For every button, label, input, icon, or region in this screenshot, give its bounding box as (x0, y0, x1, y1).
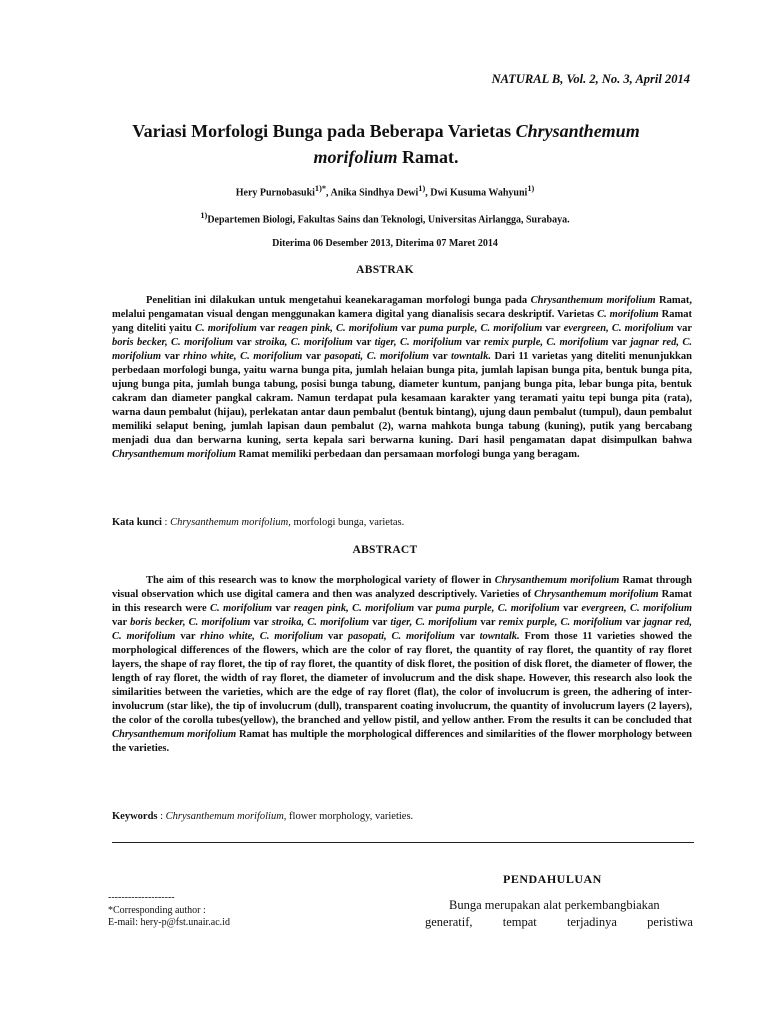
intro-line-1: Bunga merupakan alat perkembangbiakan (449, 898, 660, 912)
author-1-sup: 1)* (314, 184, 327, 193)
pendahuluan-heading: PENDAHULUAN (503, 872, 602, 886)
footnote-email: E-mail: hery-p@fst.unair.ac.id (108, 917, 230, 928)
kata-kunci-italic: Chrysanthemum morifolium, (170, 517, 291, 528)
author-list (100, 184, 670, 198)
abstrak-body: Penelitian ini dilakukan untuk mengetahui keanekaragaman morfologi bunga pada Chrysanthemum morifolium Ramat, melalui pengamatan visual dengan menggunakan kamera digital yang dianalisis secara deskriptif. Varietas C. morifolium Ramat yang diteliti yaitu C. morifolium var reagen pink, C. morifolium var puma purple, C. morifolium var evergreen, C. morifolium var boris becker, C. morifolium var stroika, C. morifolium var tiger, C. morifolium var remix purple, C. morifolium var jagnar red, C. morifolium var rhino white, C. morifolium var pasopati, C. morifolium var towntalk. Dari 11 varietas yang diteliti menunjukkan perbedaan morfologi bunga, yaitu warna bunga pita, jumlah helaian bunga pita, jumlah lapisan bunga pita, bentuk bunga pita, ujung bunga pita, jumlah bunga tabung, posisi bunga tabung, diameter kuntum, panjang bunga pita, lebar bunga pita, bentuk cakram dan diameter pangkal cakram. Namun terdapat pula kesamaan karakter yang teramati yaitu tepi bunga pita (rata), warna daun pembalut (hijau), perlekatan antar daun pembalut (bentuk bintang), ujung daun pembalut (tumpul), daun pembalut memiliki selaput bening, jumlah lapisan daun pembalut (2), warna mahkota bunga tabung (kuning), putik yang bercabang menjadi dua dan berwarna kuning, serta kepala sari berwarna kuning. Dari hasil pengamatan dapat disimpulkan bahwa Chrysanthemum morifolium Ramat memiliki perbedaan dan persamaan morfologi bunga yang beragam. (112, 295, 693, 460)
footnote-dashes: -------------------- (108, 892, 175, 903)
title-part1: Variasi Morfologi Bunga pada Beberapa Varietas (132, 121, 516, 141)
keywords-italic: Chrysanthemum morifolium (165, 811, 284, 822)
received-dates: Diterima 06 Desember 2013, Diterima 07 Maret 2014 (272, 238, 498, 249)
kata-kunci-label: Kata kunci (112, 517, 162, 528)
author-3: , Dwi Kusuma Wahyuni (425, 187, 528, 199)
intro-line-2: generatif, tempat terjadinya peristiwa (425, 915, 693, 929)
footnote-corresponding: *Corresponding author : (108, 904, 206, 916)
abstract-body: The aim of this research was to know the morphological variety of flower in Chrysanthemum morifolium Ramat through visual observation which use digital camera and then was analyzed descriptively. Varieties of Chrysanthemum morifolium Ramat in this research were C. morifolium var reagen pink, C. morifolium var puma purple, C. morifolium var evergreen, C. morifolium var boris becker, C. morifolium var stroika, C. morifolium var tiger, C. morifolium var remix purple, C. morifolium var jagnar red, C. morifolium var rhino white, C. morifolium var pasopati, C. morifolium var towntalk. From those 11 varieties showed the morphological differences of the flowers, which are the color of ray floret, the quantity of ray floret, the quantity of ray floret layers, the shape of ray floret, the tip of ray floret, the quantity of disk floret, the position of disk floret, the diameter of flower, the length of ray floret, the width of ray floret, the diameter of involucrum and the disk shape. However, this research also look the similarities between the varieties, which are the edge of ray floret (flat), the color of involucrum is green, the adhering of inter- involucrum (star like), the tip of involucrum (dull), transparent coating involucrum, the quantity of involucrum layers (2 layers), the color of the corolla tubes(yellow), the branched and yellow pistil, and yellow anther. From the results it can be concluded that Chrysanthemum morifolium Ramat has multiple the morphological differences and similarities of the flower morphology between the varieties. (112, 575, 693, 754)
section-divider (112, 842, 694, 843)
kata-kunci: Kata kunci : Chrysanthemum morifolium, morfologi bunga, varietas. (112, 517, 405, 528)
keywords: Keywords : Chrysanthemum morifolium, flower morphology, varieties. (112, 811, 414, 822)
affiliation-text: Departemen Biologi, Fakultas Sains dan Teknologi, Universitas Airlangga, Surabaya. (207, 214, 570, 226)
author-1: Hery Purnobasuki (235, 187, 315, 199)
paper-title (96, 118, 676, 170)
kata-kunci-rest: morfologi bunga, varietas. (290, 517, 405, 528)
affiliation (100, 211, 670, 225)
title-species: Chrysanthemum morifolium (313, 121, 640, 167)
author-2: , Anika Sindhya Dewi (326, 187, 419, 199)
keywords-rest: , flower morphology, varieties. (283, 811, 414, 822)
journal-reference: NATURAL B, Vol. 2, No. 3, April 2014 (491, 72, 690, 86)
author-2-sup: 1) (418, 184, 426, 193)
abstrak-heading: ABSTRAK (356, 264, 414, 276)
intro-paragraph (425, 897, 693, 931)
title-part2: Ramat. (397, 147, 459, 167)
affiliation-sup: 1) (200, 211, 208, 220)
footnote (108, 892, 230, 930)
author-3-sup: 1) (527, 184, 535, 193)
abstract-heading: ABSTRACT (352, 544, 418, 556)
keywords-label: Keywords (112, 811, 158, 822)
